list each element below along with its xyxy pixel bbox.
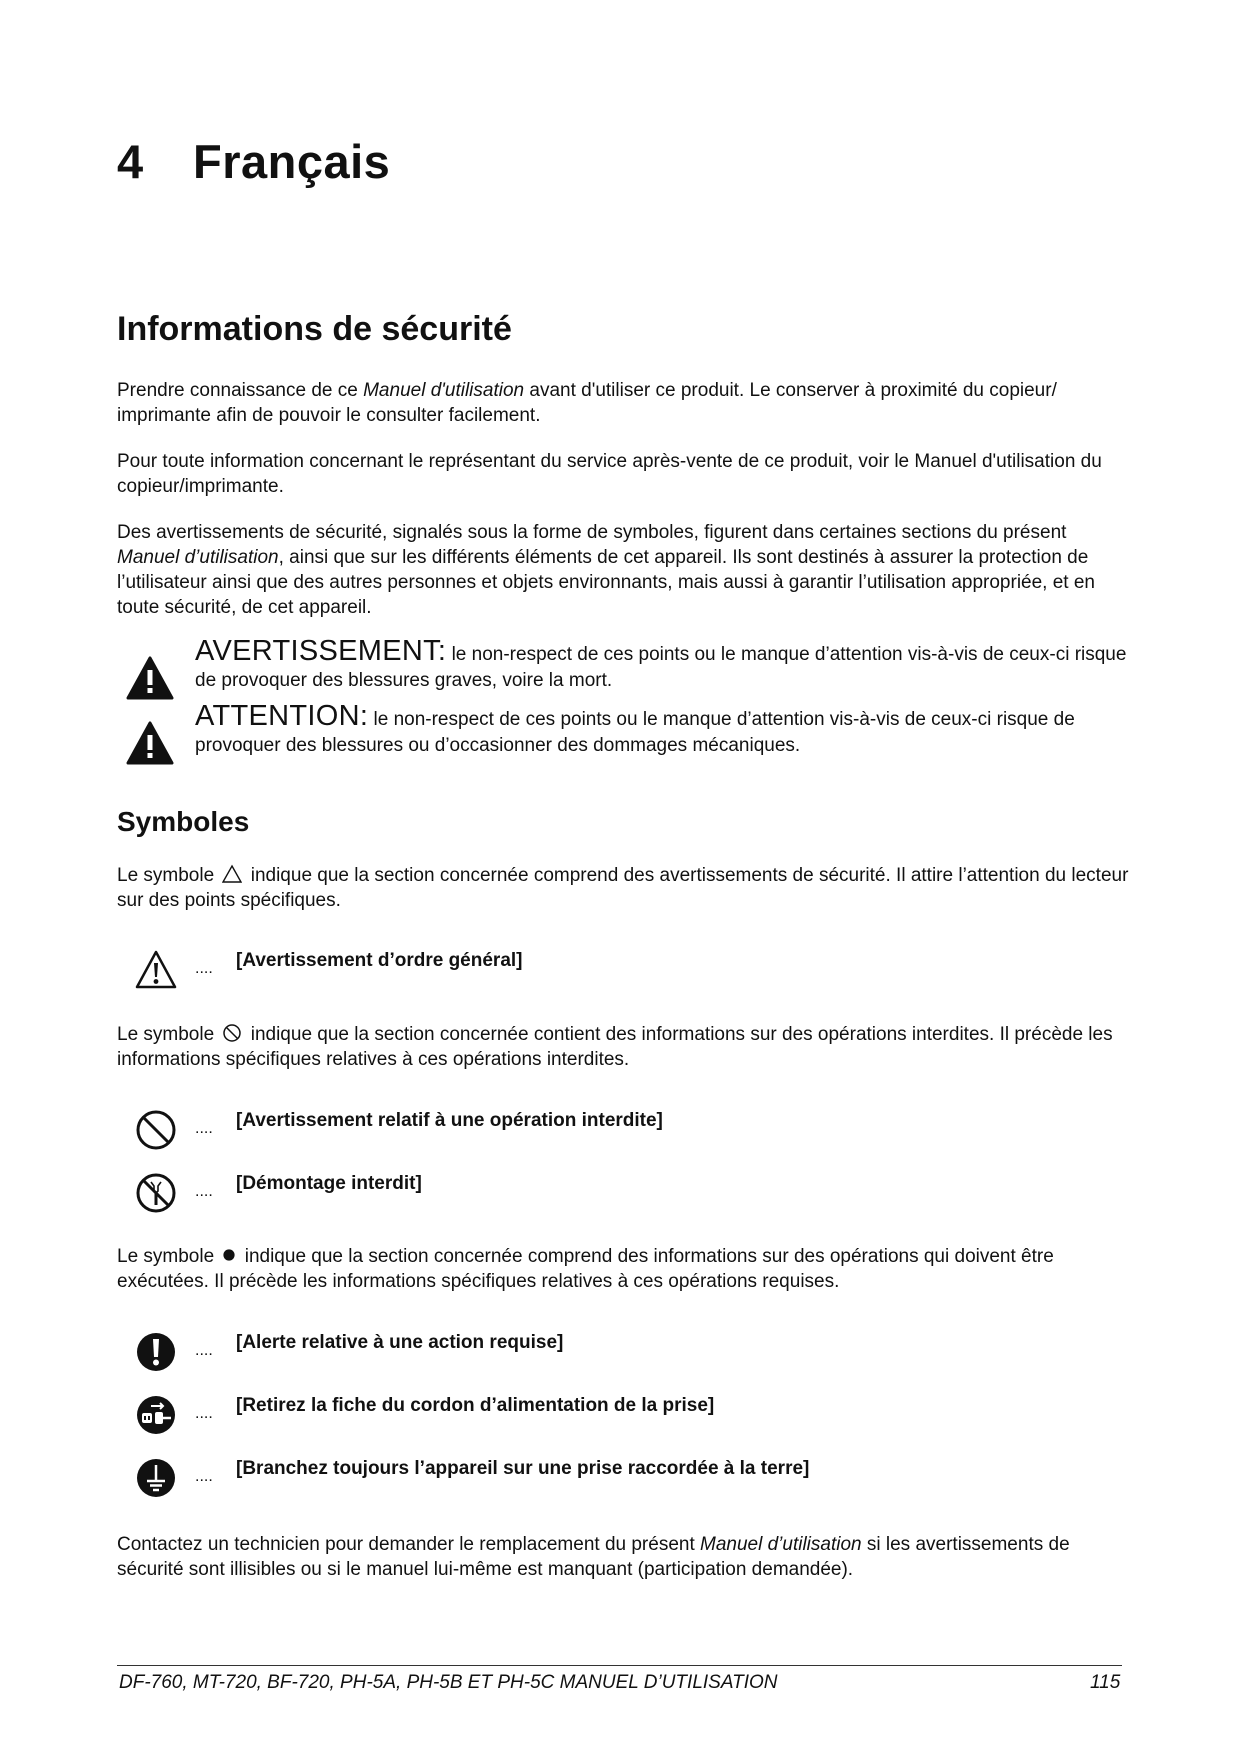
footer-divider — [117, 1665, 1122, 1666]
intro-paragraph-3 — [117, 520, 1132, 620]
closing-paragraph — [117, 1532, 1132, 1582]
leader-dots: .... — [195, 1405, 213, 1422]
prohibit-para-b: indique que la section concernée contient des informations sur des opérations interdites. Il précède les informations spécifiques relatives à ces opérations interdites. — [117, 1024, 1113, 1070]
symbol-label: [Avertissement relatif à une opération interdite] — [236, 1110, 663, 1131]
no-disassembly-icon — [134, 1171, 178, 1215]
symbol-item-no-disassembly — [134, 1171, 1034, 1215]
symbol-label: [Branchez toujours l’appareil sur une prise raccordée à la terre] — [236, 1458, 810, 1479]
warning-block — [124, 635, 1134, 694]
caution-text — [195, 700, 1134, 759]
page-number: 115 — [1090, 1672, 1121, 1693]
symbol-item-unplug — [134, 1393, 1034, 1437]
caution-block — [124, 700, 1134, 759]
caution-lead: ATTENTION: — [195, 700, 369, 732]
symbol-label: [Avertissement d’ordre général] — [236, 950, 523, 971]
leader-dots: .... — [195, 1183, 213, 1200]
caution-triangle-icon — [126, 721, 174, 765]
leader-dots: .... — [195, 960, 213, 977]
unplug-icon — [134, 1393, 178, 1437]
symbol-label: [Démontage interdit] — [236, 1173, 422, 1194]
caution-body: le non-respect de ces points ou le manque d’attention vis-à-vis de ceux-ci risque de provoquer des blessures ou d’occasionner des dommages mécaniques. — [195, 709, 1075, 756]
warning-lead: AVERTISSEMENT: — [195, 635, 447, 667]
closing-emphasis: Manuel d’utilisation — [700, 1534, 862, 1555]
symbols-title: Symboles — [117, 806, 250, 837]
warning-text — [195, 635, 1134, 694]
warning-triangle-icon — [126, 656, 174, 700]
leader-dots: .... — [195, 1342, 213, 1359]
section-title: Informations de sécurité — [117, 310, 512, 348]
prohibited-icon — [134, 1108, 178, 1152]
chapter-title — [117, 134, 390, 189]
prohibit-symbol-paragraph — [117, 1022, 1132, 1072]
intro-p1-emphasis: Manuel d'utilisation — [363, 380, 525, 401]
leader-dots: .... — [195, 1468, 213, 1485]
general-warning-icon — [134, 948, 178, 992]
intro-p1-text-b: avant d'utiliser ce produit. Le conserver à proximité du copieur/ imprimante afin de pouvoir le consulter facilement. — [117, 380, 1057, 426]
closing-text-b: si les avertissements de sécurité sont illisibles ou si le manuel lui-même est manquant (participation demandée). — [117, 1534, 1070, 1580]
footer-title: DF-760, MT-720, BF-720, PH-5A, PH-5B ET PH-5C MANUEL D’UTILISATION — [119, 1672, 778, 1693]
intro-p3-emphasis: Manuel d’utilisation — [117, 547, 279, 568]
symbol-label: [Alerte relative à une action requise] — [236, 1332, 564, 1353]
dot-para-a: Le symbole — [117, 1246, 215, 1267]
intro-p3-text-b: , ainsi que sur les différents éléments de cet appareil. Ils sont destinés à assurer la protection de l’utilisateur ainsi que des autres personnes et objets environnants, mais aussi à garantir l’utilisation appropriée, et en toute sécurité, de cet appareil. — [117, 547, 1095, 618]
symbol-item-prohibited — [134, 1108, 1034, 1152]
triangle-para-b: indique que la section concernée comprend des avertissements de sécurité. Il attire l’attention du lecteur sur des points spécifiques. — [117, 865, 1129, 911]
intro-p1-text-a: Prendre connaissance de ce — [117, 380, 364, 401]
prohibit-para-a: Le symbole — [117, 1024, 215, 1045]
inline-prohibit-icon — [222, 1023, 242, 1043]
leader-dots: .... — [195, 1120, 213, 1137]
dot-para-b: indique que la section concernée comprend des informations sur des opérations qui doivent être exécutées. Il précède les informations spécifiques relatives à ces opérations requises. — [117, 1246, 1054, 1292]
dot-symbol-paragraph — [117, 1244, 1132, 1294]
intro-paragraph-2: Pour toute information concernant le représentant du service après-vente de ce produit, voir le Manuel d'utilisation du copieur/imprimante. — [117, 451, 1102, 497]
chapter-name: Français — [193, 135, 391, 188]
ground-icon — [134, 1456, 178, 1500]
action-required-icon — [134, 1330, 178, 1374]
triangle-symbol-paragraph — [117, 863, 1132, 913]
intro-p3-text-a: Des avertissements de sécurité, signalés sous la forme de symboles, figurent dans certaines sections du présent — [117, 522, 1067, 543]
inline-dot-icon — [222, 1248, 236, 1262]
inline-triangle-icon — [222, 864, 242, 884]
chapter-number: 4 — [117, 135, 144, 188]
symbol-label: [Retirez la fiche du cordon d’alimentation de la prise] — [236, 1395, 715, 1416]
triangle-para-a: Le symbole — [117, 865, 215, 886]
closing-text-a: Contactez un technicien pour demander le remplacement du présent — [117, 1534, 701, 1555]
intro-paragraph-1 — [117, 378, 1132, 428]
symbol-item-general-warning — [134, 948, 1034, 992]
symbol-item-ground — [134, 1456, 1034, 1500]
symbol-item-action-required — [134, 1330, 1034, 1374]
warning-body: le non-respect de ces points ou le manque d’attention vis-à-vis de ceux-ci risque de provoquer des blessures graves, voire la mort. — [195, 644, 1127, 691]
